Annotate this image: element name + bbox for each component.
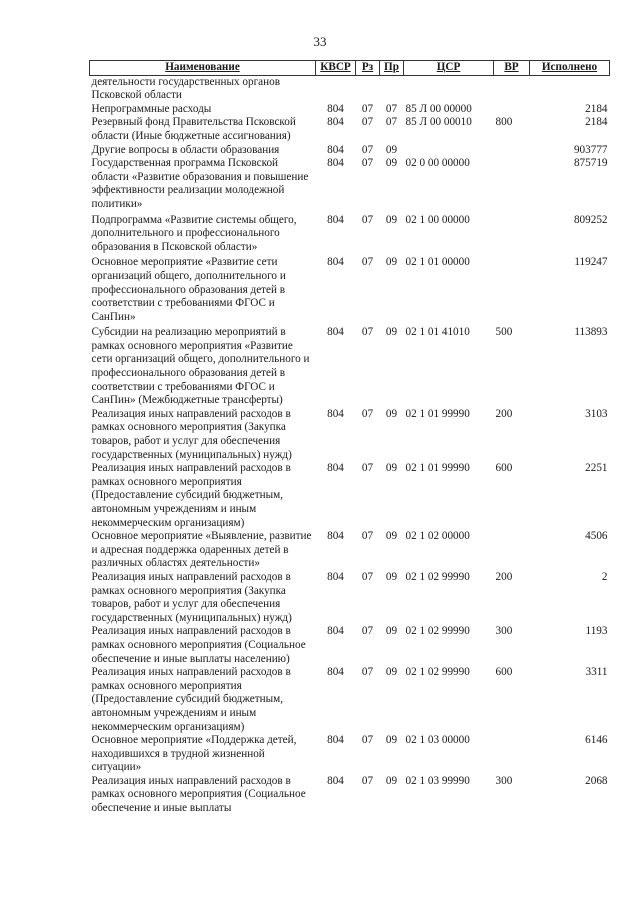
row-executed: 4506 [585,530,608,543]
row-vr [494,75,530,103]
row-rz: 07 [361,570,374,583]
row-executed: 903777 [573,143,608,156]
page-number: 33 [313,34,327,49]
row-vr [494,103,530,117]
row-rz: 07 [361,774,374,787]
row-rz: 07 [361,625,374,638]
row-pr: 07 [385,116,398,129]
row-name: Другие вопросы в области образования [91,143,280,156]
row-vr [494,530,530,571]
row-csr: 02 1 01 99990 [405,462,470,475]
row-vr: 300 [495,774,513,787]
row-kvsr: 804 [327,666,344,679]
row-kvsr: 804 [327,213,344,226]
row-pr: 09 [385,143,398,156]
table-body [90,75,610,816]
row-kvsr: 804 [327,102,344,115]
row-name: Реализация иных направлений расходов в рамках основного мероприятия (Предоставление субсидий бюджетным, автономным учреждениям и иным некоммерческим организациям) [91,666,291,733]
row-rz: 07 [361,666,374,679]
row-vr: 200 [495,570,513,583]
row-csr: 85 Л 00 00010 [405,116,472,129]
row-executed: 1193 [585,625,608,638]
row-name: Непрограммные расходы [91,102,212,115]
table-row [90,625,610,666]
row-name: Реализация иных направлений расходов в рамках основного мероприятия (Предоставление субсидий бюджетным, автономным учреждениям и иным некоммерческим организациям) [91,462,291,529]
row-kvsr: 804 [327,570,344,583]
header-executed: Исполнено [530,61,610,76]
row-pr: 09 [385,256,398,269]
row-csr: 02 1 02 00000 [405,530,470,543]
budget-table [89,60,610,816]
row-vr [494,144,530,158]
row-csr: 02 1 01 41010 [405,326,470,339]
row-executed: 2184 [585,102,608,115]
row-executed: 809252 [573,213,608,226]
row-rz: 07 [361,157,374,170]
table-row [90,324,610,408]
row-vr: 500 [495,326,513,339]
table-row [90,666,610,734]
row-kvsr: 804 [327,530,344,543]
row-vr [494,734,530,775]
row-rz: 07 [361,734,374,747]
row-name: Основное мероприятие «Выявление, развитие и адресная поддержка одаренных детей в различных областях деятельности» [91,530,312,570]
row-pr: 09 [385,213,398,226]
row-csr: 02 1 02 99990 [405,625,470,638]
row-name: Реализация иных направлений расходов в рамках основного мероприятия (Закупка товаров, работ и услуг для обеспечения государственных (муниципальных) нужд) [91,407,292,461]
row-executed: 113893 [574,326,608,339]
row-kvsr: 804 [327,116,344,129]
row-executed: 119247 [574,256,608,269]
table-header [90,61,610,76]
row-executed: 2251 [585,462,608,475]
row-kvsr: 804 [327,157,344,170]
row-name: Реализация иных направлений расходов в рамках основного мероприятия (Социальное обеспечение и иные выплаты населению) [91,625,306,665]
header-rz: Рз [356,61,380,76]
row-pr: 09 [385,530,398,543]
row-executed: 6146 [585,734,608,747]
row-name: Государственная программа Псковской области «Развитие образования и повышение эффективности реализации молодежной политики» [91,157,309,210]
row-rz [356,75,380,103]
row-name: деятельности государственных органов Псковской области [91,75,281,102]
row-name: Резервный фонд Правительства Псковской области (Иные бюджетные ассигнования) [91,116,296,142]
row-csr [404,144,494,158]
row-csr: 85 Л 00 00000 [405,102,472,115]
header-pr: Пр [380,61,404,76]
row-kvsr: 804 [327,774,344,787]
row-csr: 02 1 02 99990 [405,666,470,679]
row-vr: 300 [495,625,513,638]
table-row [90,144,610,158]
row-csr: 02 1 02 99990 [405,570,470,583]
table-row [90,103,610,117]
row-executed: 875719 [573,157,608,170]
header-vr: ВР [494,61,530,76]
row-pr: 09 [385,570,398,583]
row-rz: 07 [361,256,374,269]
header-name: Наименование [90,61,316,76]
row-csr: 02 1 03 99990 [405,774,470,787]
row-name: Подпрограмма «Развитие системы общего, дополнительного и профессионального образования в Псковской области» [91,213,297,253]
table-row [90,775,610,816]
row-rz: 07 [361,326,374,339]
row-name: Реализация иных направлений расходов в рамках основного мероприятия (Социальное обеспечение и иные выплаты [91,774,306,815]
row-pr: 09 [385,774,398,787]
row-pr: 09 [385,666,398,679]
row-pr: 09 [385,625,398,638]
row-executed: 2 [601,570,608,583]
row-name: Субсидии на реализацию мероприятий в рамках основного мероприятия «Развитие сети организаций общего, дополнительного и профессионального образования детей в соответствии с требованиями ФГОС и СанПин» (Межбюджетные трансферты) [91,326,310,407]
row-rz: 07 [361,102,374,115]
row-pr: 09 [385,407,398,420]
table-row [90,157,610,211]
row-executed [530,75,610,103]
row-vr [494,157,530,211]
row-kvsr [316,75,356,103]
row-rz: 07 [361,462,374,475]
row-rz: 07 [361,407,374,420]
table-row [90,734,610,775]
row-kvsr: 804 [327,407,344,420]
row-vr: 600 [495,666,513,679]
row-vr [494,212,530,255]
row-csr: 02 1 01 00000 [405,256,470,269]
row-pr [380,75,404,103]
table-row [90,75,610,103]
row-pr: 07 [385,102,398,115]
row-kvsr: 804 [327,625,344,638]
row-vr [494,254,530,324]
row-rz: 07 [361,213,374,226]
table-row [90,116,610,143]
row-kvsr: 804 [327,256,344,269]
row-pr: 09 [385,326,398,339]
row-vr: 200 [495,407,513,420]
row-rz: 07 [361,530,374,543]
row-vr: 800 [495,116,513,129]
row-pr: 09 [385,462,398,475]
row-name: Основное мероприятие «Развитие сети организаций общего, дополнительного и профессионального образования детей в соответствии с требованиями ФГОС и СанПин» [91,256,286,323]
row-kvsr: 804 [327,734,344,747]
row-executed: 2068 [585,774,608,787]
row-csr: 02 1 00 00000 [405,213,470,226]
row-name: Реализация иных направлений расходов в рамках основного мероприятия (Закупка товаров, работ и услуг для обеспечения государственных (муниципальных) нужд) [91,570,292,624]
table-row [90,462,610,530]
row-csr [404,75,494,103]
row-executed: 2184 [585,116,608,129]
table-row [90,530,610,571]
row-pr: 09 [385,734,398,747]
row-csr: 02 1 01 99990 [405,407,470,420]
table-row [90,254,610,324]
row-pr: 09 [385,157,398,170]
row-csr: 02 0 00 00000 [405,157,470,170]
table-row [90,571,610,625]
row-kvsr: 804 [327,462,344,475]
row-csr: 02 1 03 00000 [405,734,470,747]
table-row [90,212,610,255]
row-name: Основное мероприятие «Поддержка детей, находившихся в трудной жизненной ситуации» [91,734,297,774]
row-executed: 3103 [585,407,608,420]
header-csr: ЦСР [404,61,494,76]
table-row [90,408,610,462]
row-rz: 07 [361,143,374,156]
row-executed: 3311 [585,666,608,679]
row-kvsr: 804 [327,326,344,339]
row-rz: 07 [361,116,374,129]
header-kvsr: КВСР [316,61,356,76]
row-vr: 600 [495,462,513,475]
row-kvsr: 804 [327,143,344,156]
